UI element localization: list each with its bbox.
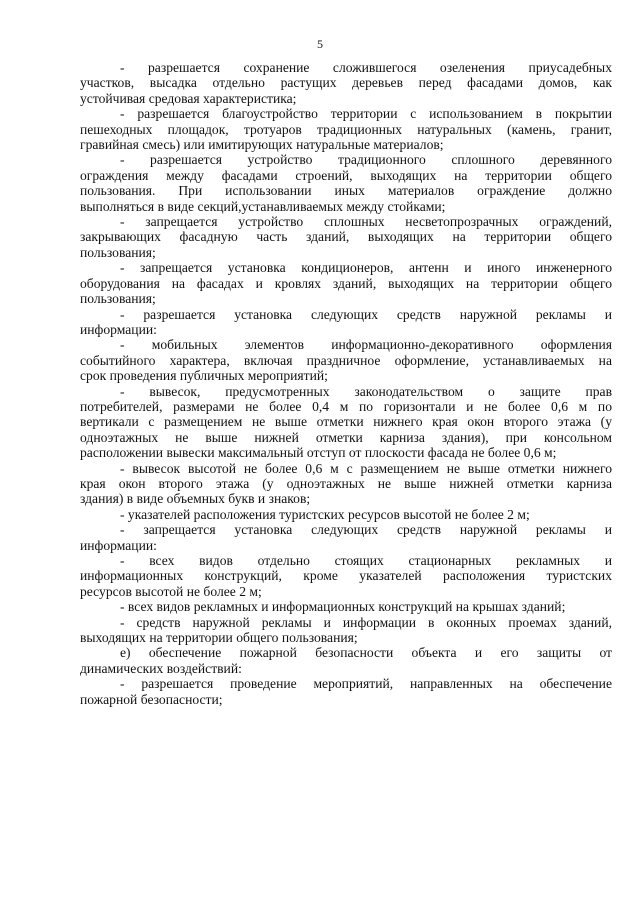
text-line: пользования;	[80, 291, 156, 307]
text-line: - запрещается установка следующих средств наружной рекламы и	[120, 522, 612, 538]
paragraph	[80, 337, 612, 383]
text-line: пожарной безопасности;	[80, 691, 223, 707]
document-body	[80, 60, 612, 707]
text-line: информации:	[80, 321, 157, 337]
text-line: - вывесок, предусмотренных законодательством о защите прав	[120, 383, 612, 399]
paragraph	[80, 60, 612, 106]
paragraph	[80, 214, 612, 260]
page-number: 5	[317, 37, 323, 51]
text-line: выполняться в виде секций,устанавливаемых между стойками;	[80, 198, 446, 214]
text-line: информационных конструкций, кроме указателей расположения туристских	[80, 568, 612, 584]
text-line: - разрешается проведение мероприятий, направленных на обеспечение	[120, 676, 612, 692]
text-line: расположении вывески максимальный отступ от плоскости фасада не более 0,6 м;	[80, 445, 557, 461]
text-line: здания) в виде объемных букв и знаков;	[80, 491, 311, 507]
text-line: - средств наружной рекламы и информации в оконных проемах зданий,	[120, 614, 612, 630]
text-line: - вывесок высотой не более 0,6 м с размещением не выше отметки нижнего	[120, 460, 612, 476]
text-line: - запрещается установка кондиционеров, антенн и иного инженерного	[120, 260, 612, 276]
text-line: пользования;	[80, 244, 156, 260]
text-line: вертикали с размещением не выше отметки нижнего края окон второго этажа (у	[80, 414, 612, 430]
text-line: - разрешается сохранение сложившегося озеленения приусадебных	[120, 60, 612, 75]
text-line: событийного характера, включая праздничное оформление, устанавливаемых на	[80, 352, 612, 368]
text-line: потребителей, размерами не более 0,4 м по горизонтали и не более 0,6 м по	[80, 398, 612, 414]
text-line: оборудования на фасадах и кровлях зданий, выходящих на территории общего	[80, 275, 612, 291]
text-line: е) обеспечение пожарной безопасности объекта и его защиты от	[120, 645, 612, 661]
text-line: - запрещается устройство сплошных несветопрозрачных ограждений,	[120, 214, 612, 230]
text-line: одноэтажных не выше нижней отметки карниза здания), при консольном	[80, 429, 612, 445]
text-line: - всех видов отдельно стоящих стационарных рекламных и	[120, 553, 612, 568]
text-line: закрывающих фасадную часть зданий, выходящих на территории общего	[80, 229, 612, 245]
text-line: пользования. При использовании иных материалов ограждение должно	[80, 183, 612, 199]
text-line: информации:	[80, 537, 157, 553]
text-line: - разрешается установка следующих средств наружной рекламы и	[120, 306, 612, 322]
paragraph	[80, 676, 612, 707]
text-line: пешеходных площадок, тротуаров традиционных натуральных (камень, гранит,	[80, 121, 612, 137]
paragraph	[80, 307, 612, 338]
paragraph	[80, 507, 612, 522]
text-line: выходящих на территории общего пользования;	[80, 630, 358, 646]
paragraph	[80, 615, 612, 646]
paragraph	[80, 461, 612, 507]
paragraph	[80, 599, 612, 614]
paragraph	[80, 553, 612, 599]
text-line: края окон второго этажа (у одноэтажных не выше нижней отметки карниза	[80, 475, 612, 491]
text-line: ограждения между фасадами строений, выходящих на территории общего	[80, 167, 612, 183]
text-line: срок проведения публичных мероприятий;	[80, 368, 328, 384]
paragraph	[80, 384, 612, 461]
paragraph	[80, 645, 612, 676]
text-line: устойчивая средовая характеристика;	[80, 90, 297, 106]
text-line: участков, высадка отдельно растущих деревьев перед фасадами домов, как	[80, 75, 612, 91]
text-line: - мобильных элементов информационно-декоративного оформления	[120, 337, 612, 353]
text-line: ресурсов высотой не более 2 м;	[80, 583, 262, 599]
text-line: - указателей расположения туристских ресурсов высотой не более 2 м;	[120, 506, 530, 522]
text-line: динамических воздействий:	[80, 660, 242, 676]
paragraph	[80, 152, 612, 214]
text-line: гравийная смесь) или имитирующих натуральные материалов;	[80, 137, 444, 153]
text-line: - разрешается устройство традиционного сплошного деревянного	[120, 152, 612, 168]
paragraph	[80, 260, 612, 306]
paragraph	[80, 106, 612, 152]
paragraph	[80, 522, 612, 553]
text-line: - всех видов рекламных и информационных конструкций на крышах зданий;	[120, 599, 566, 615]
text-line: - разрешается благоустройство территории с использованием в покрытии	[120, 106, 612, 122]
